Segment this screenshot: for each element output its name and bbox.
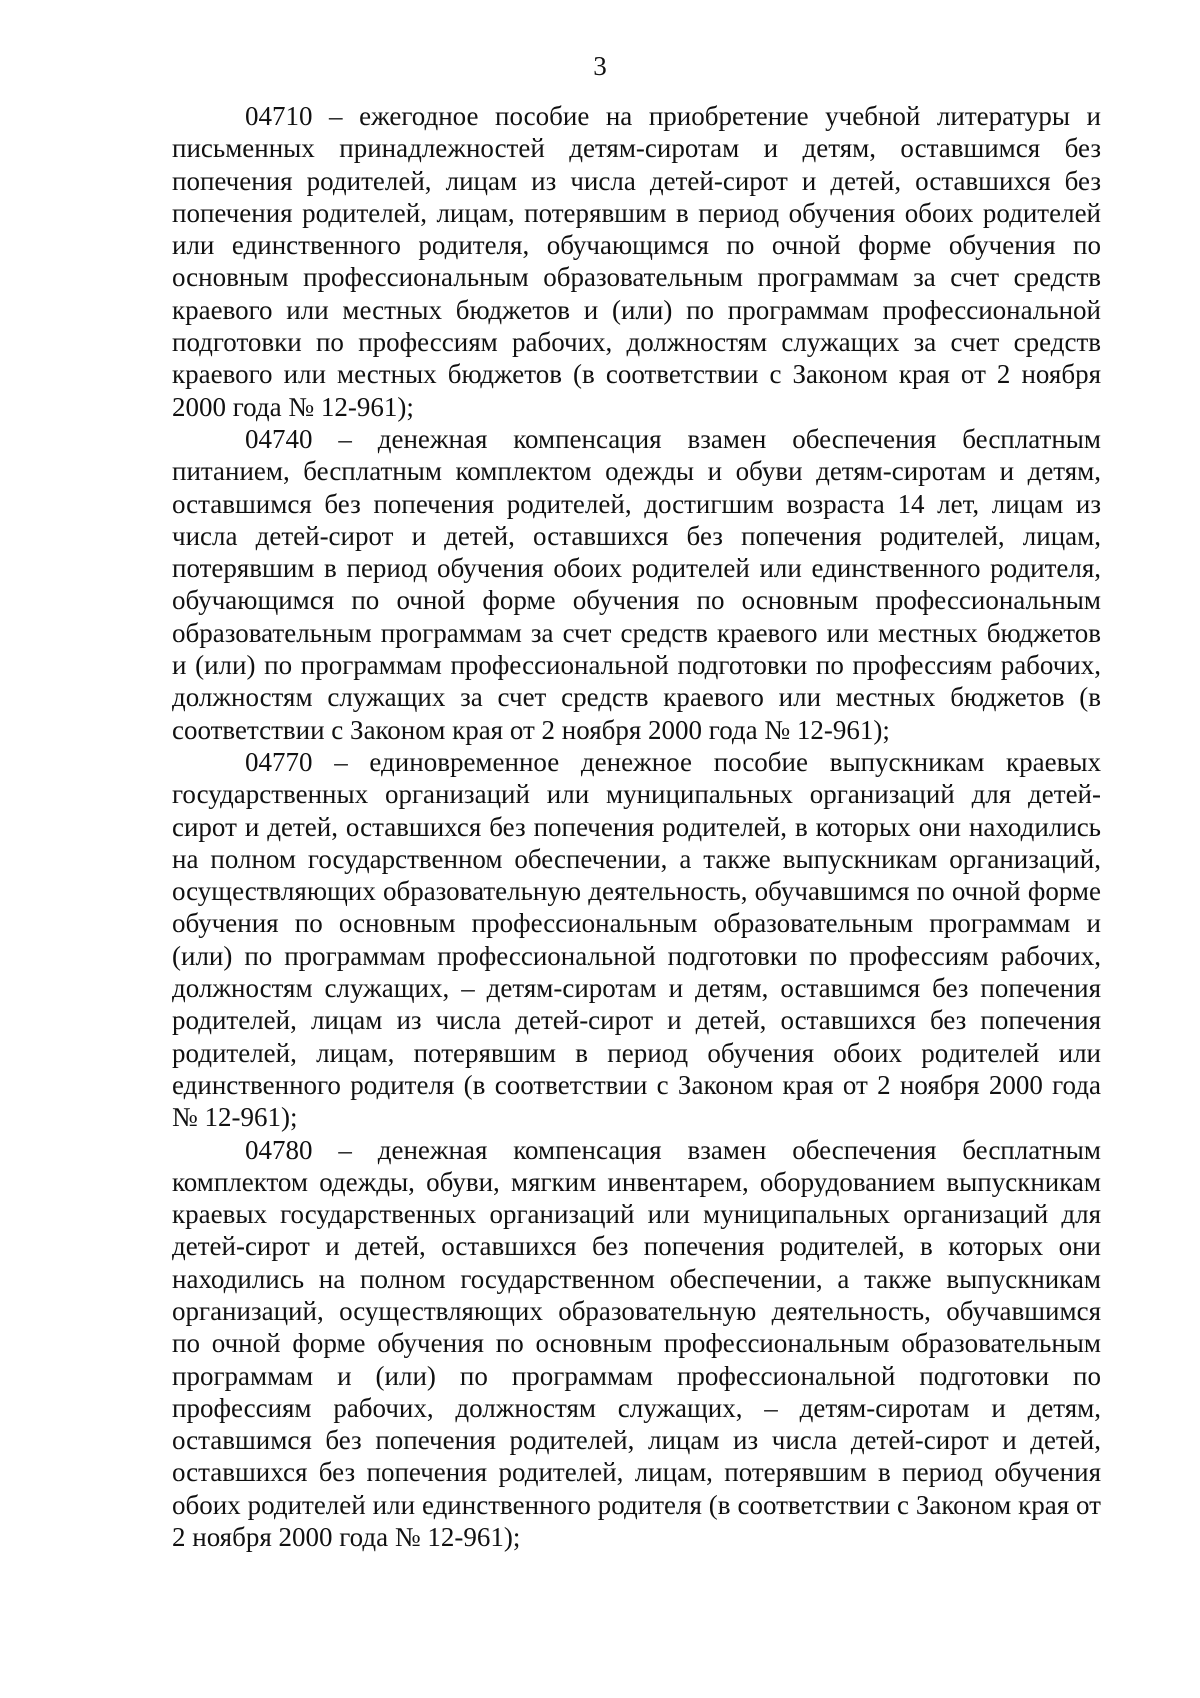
paragraph-04780: 04780 – денежная компенсация взамен обеспечения бесплатным комплектом одежды, обуви, мягким инвентарем, оборудованием выпускникам краевых государственных организаций или муниципальных организаций для детей-сирот и детей, оставшихся без попечения родителей, в которых они находились на полном государственном обеспечении, а также выпускникам организаций, осуществляющих образовательную деятельность, обучавшимся по очной форме обучения по основным профессиональным образовательным программам и (или) по программам профессиональной подготовки по профессиям рабочих, должностям служащих, – детям-сиротам и детям, оставшимся без попечения родителей, лицам из числа детей-сирот и детей, оставшихся без попечения родителей, лицам, потерявшим в период обучения обоих родителей или единственного родителя (в соответствии с Законом края от 2 ноября 2000 года № 12-961);: [172, 1134, 1101, 1553]
paragraph-04770: 04770 – единовременное денежное пособие выпускникам краевых государственных организаций или муниципальных организаций для детей-сирот и детей, оставшихся без попечения родителей, в которых они находились на полном государственном обеспечении, а также выпускникам организаций, осуществляющих образовательную деятельность, обучавшимся по очной форме обучения по основным профессиональным образовательным программам и (или) по программам профессиональной подготовки по профессиям рабочих, должностям служащих, – детям-сиротам и детям, оставшимся без попечения родителей, лицам из числа детей-сирот и детей, оставшихся без попечения родителей, лицам, потерявшим в период обучения обоих родителей или единственного родителя (в соответствии с Законом края от 2 ноября 2000 года № 12-961);: [172, 746, 1101, 1133]
document-body: [172, 100, 1101, 1553]
paragraph-04740: 04740 – денежная компенсация взамен обеспечения бесплатным питанием, бесплатным комплектом одежды и обуви детям-сиротам и детям, оставшимся без попечения родителей, достигшим возраста 14 лет, лицам из числа детей-сирот и детей, оставшихся без попечения родителей, лицам, потерявшим в период обучения обоих родителей или единственного родителя, обучающимся по очной форме обучения по основным профессиональным образовательным программам за счет средств краевого или местных бюджетов и (или) по программам профессиональной подготовки по профессиям рабочих, должностям служащих за счет средств краевого или местных бюджетов (в соответствии с Законом края от 2 ноября 2000 года № 12-961);: [172, 423, 1101, 745]
page-number: 3: [593, 51, 607, 81]
paragraph-04710: 04710 – ежегодное пособие на приобретение учебной литературы и письменных принадлежностей детям-сиротам и детям, оставшимся без попечения родителей, лицам из числа детей-сирот и детей, оставшихся без попечения родителей, лицам, потерявшим в период обучения обоих родителей или единственного родителя, обучающимся по очной форме обучения по основным профессиональным образовательным программам за счет средств краевого или местных бюджетов и (или) по программам профессиональной подготовки по профессиям рабочих, должностям служащих за счет средств краевого или местных бюджетов (в соответствии с Законом края от 2 ноября 2000 года № 12-961);: [172, 101, 1101, 422]
